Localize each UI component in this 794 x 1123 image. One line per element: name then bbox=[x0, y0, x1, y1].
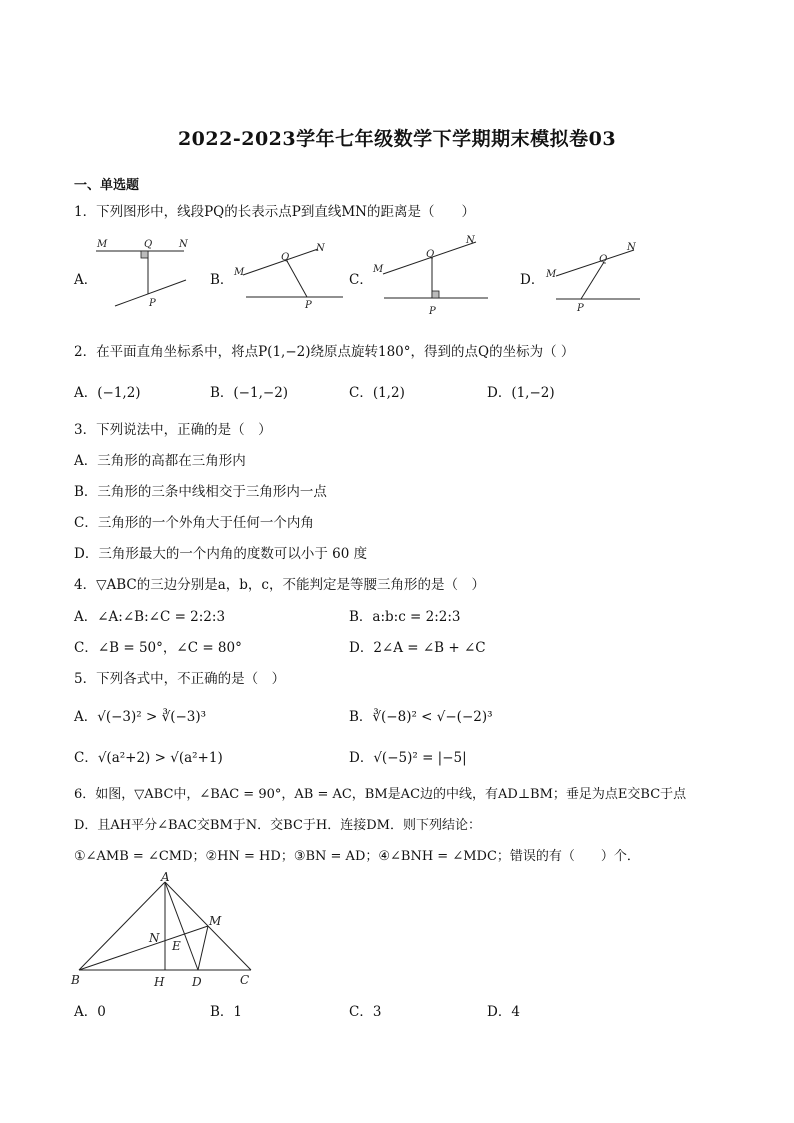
q1a-label-p: P bbox=[149, 298, 156, 309]
q6-label-e: E bbox=[172, 939, 181, 953]
q1-option-d[interactable]: D． bbox=[520, 272, 545, 288]
q6-segment-ad bbox=[165, 882, 198, 970]
q1b-label-m: M bbox=[234, 267, 245, 278]
q3-option-a[interactable]: A．三角形的高都在三角形内 bbox=[74, 453, 246, 469]
q1d-label-q: Q bbox=[599, 254, 608, 265]
q1b-label-n: N bbox=[316, 243, 325, 254]
q1c-label-n: N bbox=[466, 235, 475, 246]
q6-option-b[interactable]: B．1 bbox=[210, 1004, 243, 1020]
q2-option-d[interactable]: D．(1,−2) bbox=[487, 385, 555, 401]
q1c-label-m: M bbox=[373, 264, 384, 275]
q6-label-m: M bbox=[209, 914, 222, 928]
q6-label-h: H bbox=[154, 975, 165, 989]
q5-option-a[interactable]: A．√(−3)² > ∛(−3)³ bbox=[74, 709, 207, 725]
q1-figure-d bbox=[556, 250, 640, 299]
q4-option-b[interactable]: B．a:b:c = 2:2:3 bbox=[349, 609, 461, 625]
q3-option-d[interactable]: D．三角形最大的一个内角的度数可以小于 60 度 bbox=[74, 546, 368, 562]
q4-option-a[interactable]: A．∠A:∠B:∠C = 2:2:3 bbox=[74, 609, 226, 625]
q6-stem-line-1: 6．如图，▽ABC中，∠BAC = 90°，AB = AC，BM是AC边的中线，有AD⊥BM；垂足为点E交BC于点 bbox=[74, 787, 687, 802]
section-heading: 一、单选题 bbox=[74, 178, 140, 193]
q6-option-c[interactable]: C．3 bbox=[349, 1004, 382, 1020]
q6-label-b: B bbox=[71, 973, 80, 987]
q5-option-c[interactable]: C．√(a²+2) > √(a²+1) bbox=[74, 750, 223, 766]
q2-option-b[interactable]: B．(−1,−2) bbox=[210, 385, 289, 401]
q1a-label-n: N bbox=[179, 239, 188, 250]
q1d-label-n: N bbox=[627, 242, 636, 253]
q2-stem: 2．在平面直角坐标系中，将点P(1,−2)绕原点旋转180°，得到的点Q的坐标为（ ） bbox=[74, 344, 575, 360]
q6-option-a[interactable]: A．0 bbox=[74, 1004, 106, 1020]
q1c-label-p: P bbox=[429, 306, 436, 317]
q1-stem: 1．下列图形中，线段PQ的长表示点P到直线MN的距离是（ ） bbox=[74, 204, 475, 220]
q3-option-c[interactable]: C．三角形的一个外角大于任何一个内角 bbox=[74, 515, 314, 531]
q1-figure-b bbox=[243, 249, 343, 297]
q2-option-c[interactable]: C．(1,2) bbox=[349, 385, 405, 401]
q1-option-b[interactable]: B． bbox=[210, 272, 234, 288]
q1-figure-a bbox=[96, 251, 186, 306]
q6-stem-line-2: D．且AH平分∠BAC交BM于N．交BC于H．连接DM．则下列结论： bbox=[74, 818, 481, 833]
q6-triangle-figure bbox=[66, 870, 266, 990]
q6-label-c: C bbox=[240, 973, 250, 987]
q1-option-c[interactable]: C． bbox=[349, 272, 373, 288]
q1c-label-q: Q bbox=[426, 249, 435, 260]
q6-stem-line-3: ①∠AMB = ∠CMD；②HN = HD；③BN = AD；④∠BNH = ∠MDC；错误的有（ ）个． bbox=[74, 849, 640, 864]
q1-option-a[interactable]: A． bbox=[74, 272, 98, 288]
q2-option-a[interactable]: A．(−1,2) bbox=[74, 385, 141, 401]
q4-stem: 4．▽ABC的三边分别是a，b，c，不能判定是等腰三角形的是（ ） bbox=[74, 577, 485, 593]
page-title: 2022-2023学年七年级数学下学期期末模拟卷03 bbox=[177, 128, 617, 150]
q6-segment-ab bbox=[79, 882, 165, 970]
q1d-label-m: M bbox=[546, 269, 557, 280]
q6-label-n: N bbox=[149, 931, 160, 945]
q1-figures bbox=[0, 232, 794, 332]
q1a-label-m: M bbox=[97, 239, 108, 250]
q5-option-b[interactable]: B．∛(−8)² < √−(−2)³ bbox=[349, 709, 493, 725]
q1-figure-c bbox=[383, 242, 488, 298]
q4-option-d[interactable]: D．2∠A = ∠B + ∠C bbox=[349, 640, 486, 656]
q6-option-d[interactable]: D．4 bbox=[487, 1004, 520, 1020]
q6-label-a: A bbox=[161, 870, 170, 884]
q6-label-d: D bbox=[192, 975, 202, 989]
q4-option-c[interactable]: C．∠B = 50°，∠C = 80° bbox=[74, 640, 242, 656]
q1b-label-q: Q bbox=[281, 252, 290, 263]
q5-stem: 5．下列各式中，不正确的是（ ） bbox=[74, 671, 286, 687]
q3-stem: 3．下列说法中，正确的是（ ） bbox=[74, 422, 272, 438]
q1b-label-p: P bbox=[305, 300, 312, 311]
q1a-label-q: Q bbox=[144, 239, 153, 250]
q6-segment-bm bbox=[79, 926, 208, 970]
q3-option-b[interactable]: B．三角形的三条中线相交于三角形内一点 bbox=[74, 484, 327, 500]
q5-option-d[interactable]: D．√(−5)² = |−5| bbox=[349, 750, 467, 766]
q6-segment-dm bbox=[198, 926, 208, 970]
q1d-label-p: P bbox=[577, 303, 584, 314]
